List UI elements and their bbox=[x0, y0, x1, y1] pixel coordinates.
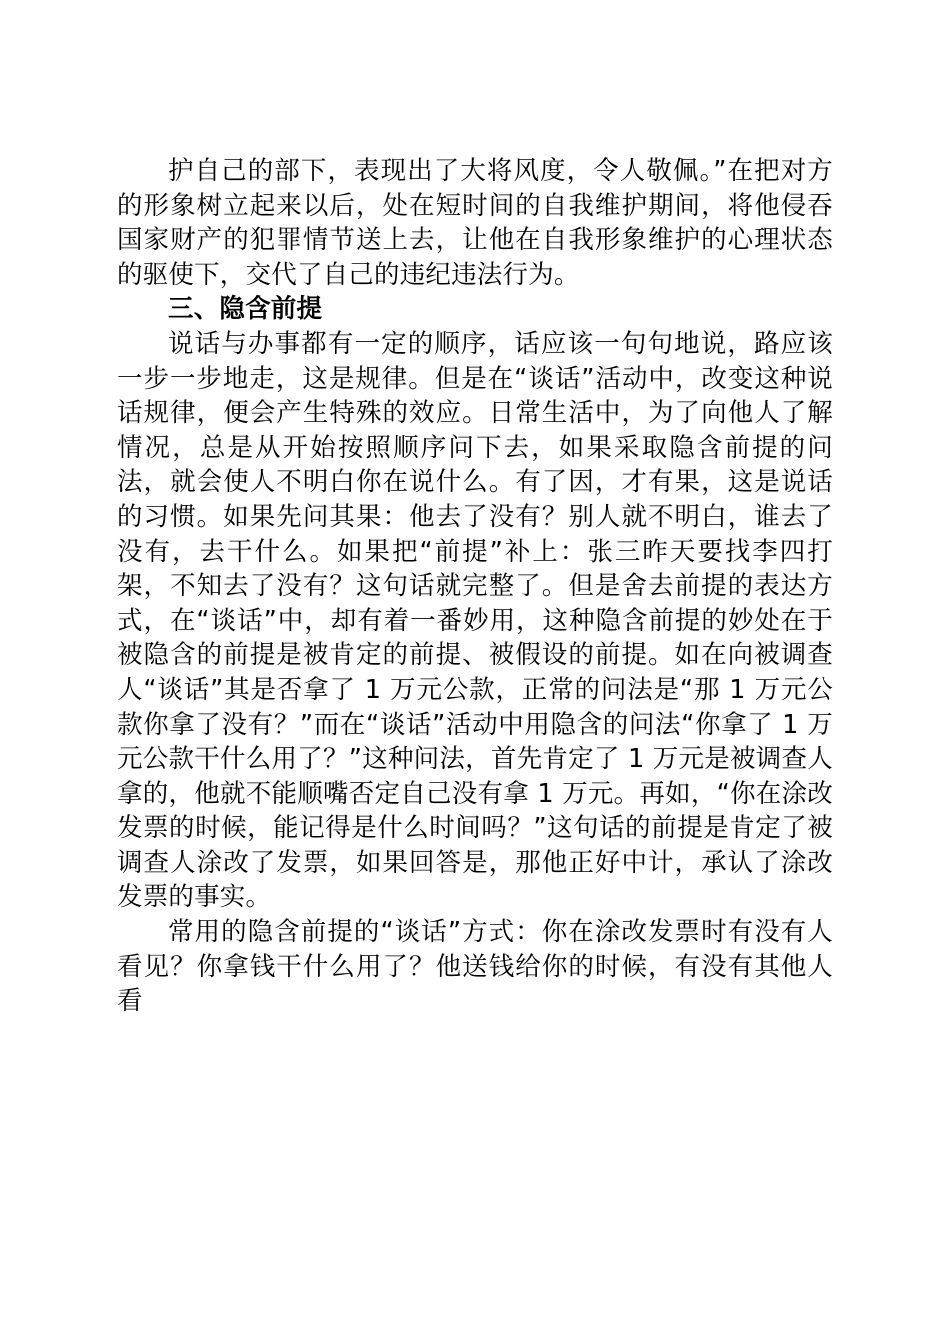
document-page bbox=[117, 154, 833, 1019]
paragraph-closing: 常用的隐含前提的“谈话”方式：你在涂改发票时有没有人看见？你拿钱干什么用了？他送钱给你的时候，有没有其他人看 bbox=[117, 917, 833, 1017]
section-heading: 三、隐含前提 bbox=[168, 294, 323, 325]
paragraph-intro: 护自己的部下，表现出了大将风度，令人敬佩。”在把对方的形象树立起来以后，处在短时间的自我维护期间，将他侵吞国家财产的犯罪情节送上去，让他在自我形象维护的心理状态的驱使下，交代了自己的违纪违法行为。 bbox=[117, 156, 833, 290]
paragraph-body: 说话与办事都有一定的顺序，话应该一句句地说，路应该一步一步地走，这是规律。但是在“谈话”活动中，改变这种说话规律，便会产生特殊的效应。日常生活中，为了向他人了解情况，总是从开始按照顺序问下去，如果采取隐含前提的问法，就会使人不明白你在说什么。有了因，才有果，这是说话的习惯。如果先问其果：他去了没有？别人就不明白，谁去了没有，去干什么。如果把“前提”补上：张三昨天要找李四打架，不知去了没有？这句话就完整了。但是舍去前提的表达方式，在“谈话”中，却有着一番妙用，这种隐含前提的妙处在于被隐含的前提是被肯定的前提、被假设的前提。如在向被调查人“谈话”其是否拿了 1 万元公款，正常的问法是“那 1 万元公款你拿了没有？”而在“谈话”活动中用隐含的问法“你拿了 1 万元公款干什么用了？”这种问法，首先肯定了 1 万元是被调查人拿的，他就不能顺嘴否定自己没有拿 1 万元。再如，“你在涂改发票的时候，能记得是什么时间吗？”这句话的前提是肯定了被调查人涂改了发票，如果回答是，那他正好中计，承认了涂改发票的事实。 bbox=[117, 328, 833, 913]
